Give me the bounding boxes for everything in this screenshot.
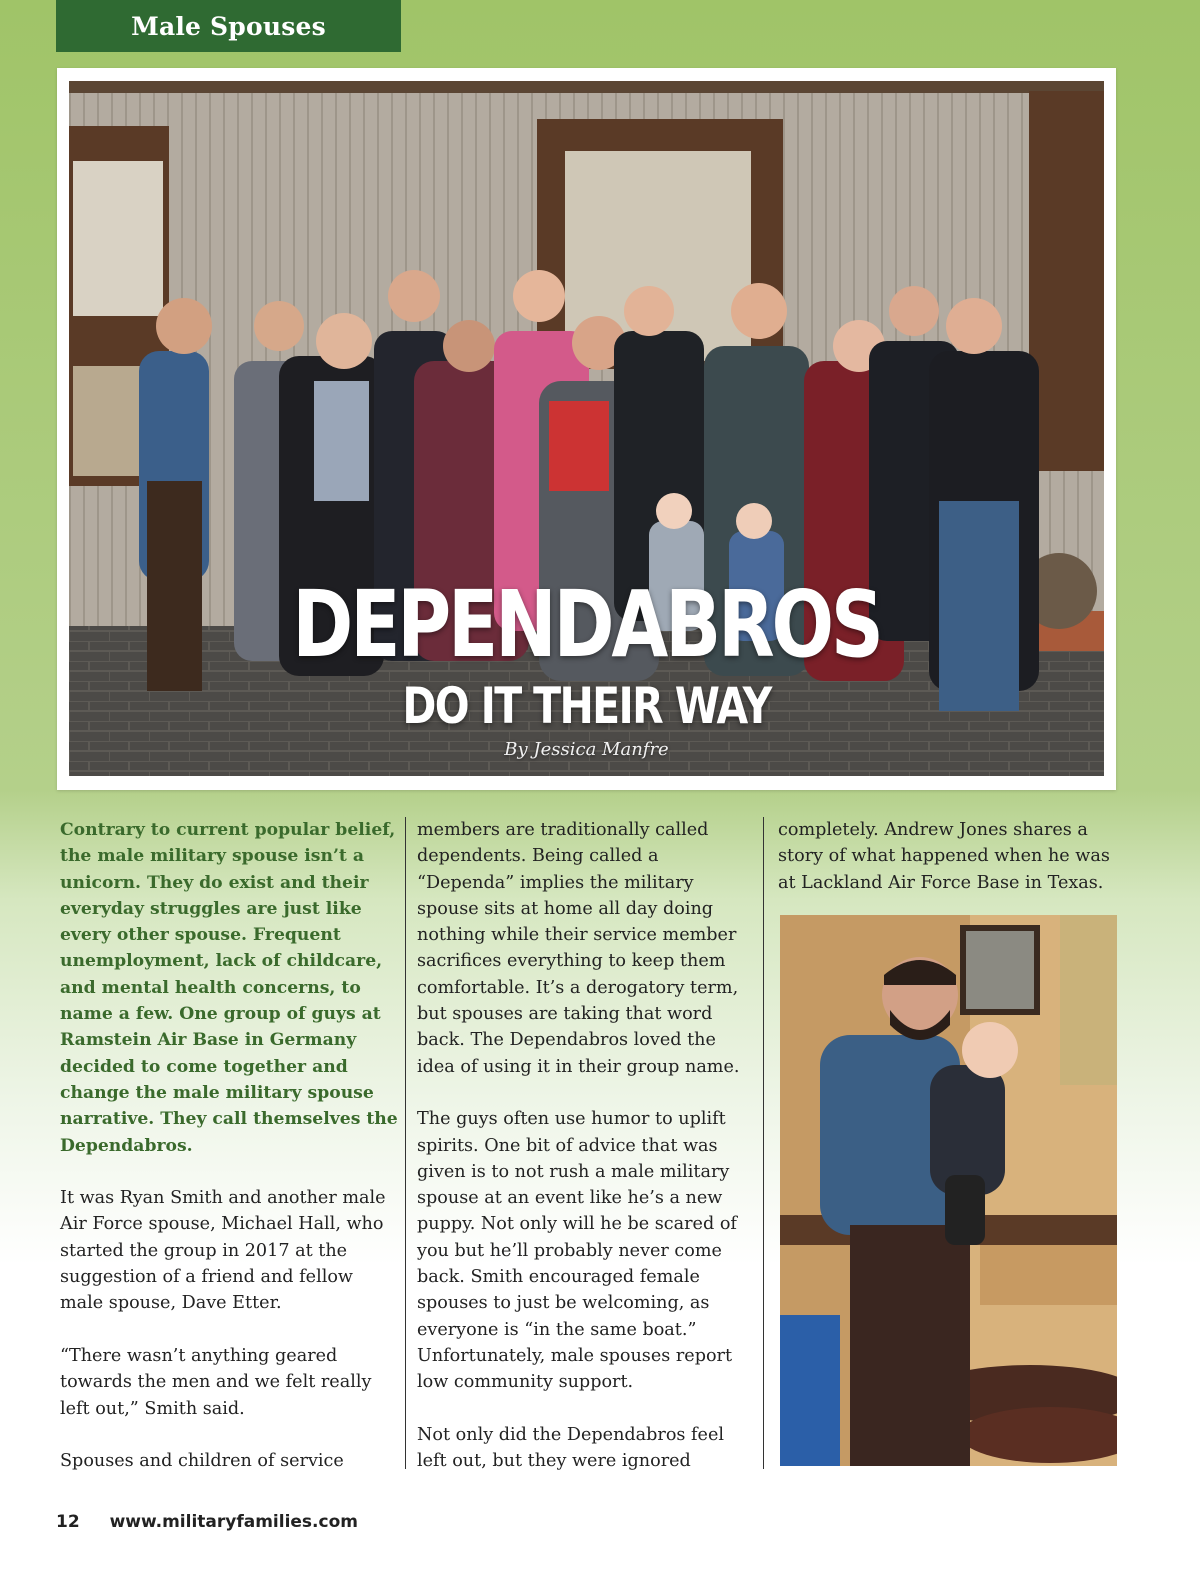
father-baby-illustration	[780, 915, 1117, 1466]
page-number: 12	[56, 1512, 80, 1532]
section-label: Male Spouses	[56, 0, 401, 52]
paragraph: completely. Andrew Jones shares a story of what happened when he was at Lackland Air Force Base in Texas.	[778, 820, 1110, 893]
paragraph: It was Ryan Smith and another male Air Force spouse, Michael Hall, who started the group in 2017 at the suggestion of a friend and fellow male spouse, Dave Etter.	[60, 1188, 386, 1314]
hero-photo-frame	[57, 68, 1116, 790]
column-divider	[763, 817, 764, 1469]
paragraph: Spouses and children of service	[60, 1451, 344, 1472]
hero-title: DEPENDABROS	[292, 571, 881, 678]
paragraph: members are traditionally called dependents. Being called a “Dependa” implies the military spouse sits at home all day doing nothing while their service member sacrifices everything to keep them comfortable. It’s a derogatory term, but spouses are taking that word back. The Dependabros loved the idea of using it in their group name.	[417, 820, 740, 1077]
column-3	[778, 817, 1118, 922]
footer-url[interactable]: www.militaryfamilies.com	[109, 1512, 358, 1532]
paragraph: The guys often use humor to uplift spirits. One bit of advice that was given is to not rush a male military spouse at an event like he’s a new puppy. Not only will he be scared of you but he’ll probably never come back. Smith encouraged female spouses to just be welcoming, as everyone is “in the same boat.” Unfortunately, male spouses report low community support.	[417, 1109, 737, 1393]
column-2	[417, 817, 755, 1501]
column-1	[60, 817, 398, 1501]
hero-subtitle: DO IT THEIR WAY	[402, 677, 771, 735]
lead-paragraph: Contrary to current popular belief, the male military spouse isn’t a unicorn. They do exist and their everyday struggles are just like every other spouse. Frequent unemployment, lack of childcare, and mental health concerns, to name a few. One group of guys at Ramstein Air Base in Germany decided to come together and change the male military spouse narrative. They call themselves the Dependabros.	[60, 820, 398, 1156]
column-divider	[405, 817, 406, 1469]
paragraph: “There wasn’t anything geared towards the men and we felt really left out,” Smith said.	[60, 1345, 372, 1419]
paragraph: Not only did the Dependabros feel left out, but they were ignored	[417, 1424, 725, 1472]
inset-photo	[780, 915, 1117, 1466]
hero-photo	[69, 81, 1104, 776]
page-footer	[56, 1512, 358, 1532]
byline: By Jessica Manfre	[504, 739, 669, 760]
